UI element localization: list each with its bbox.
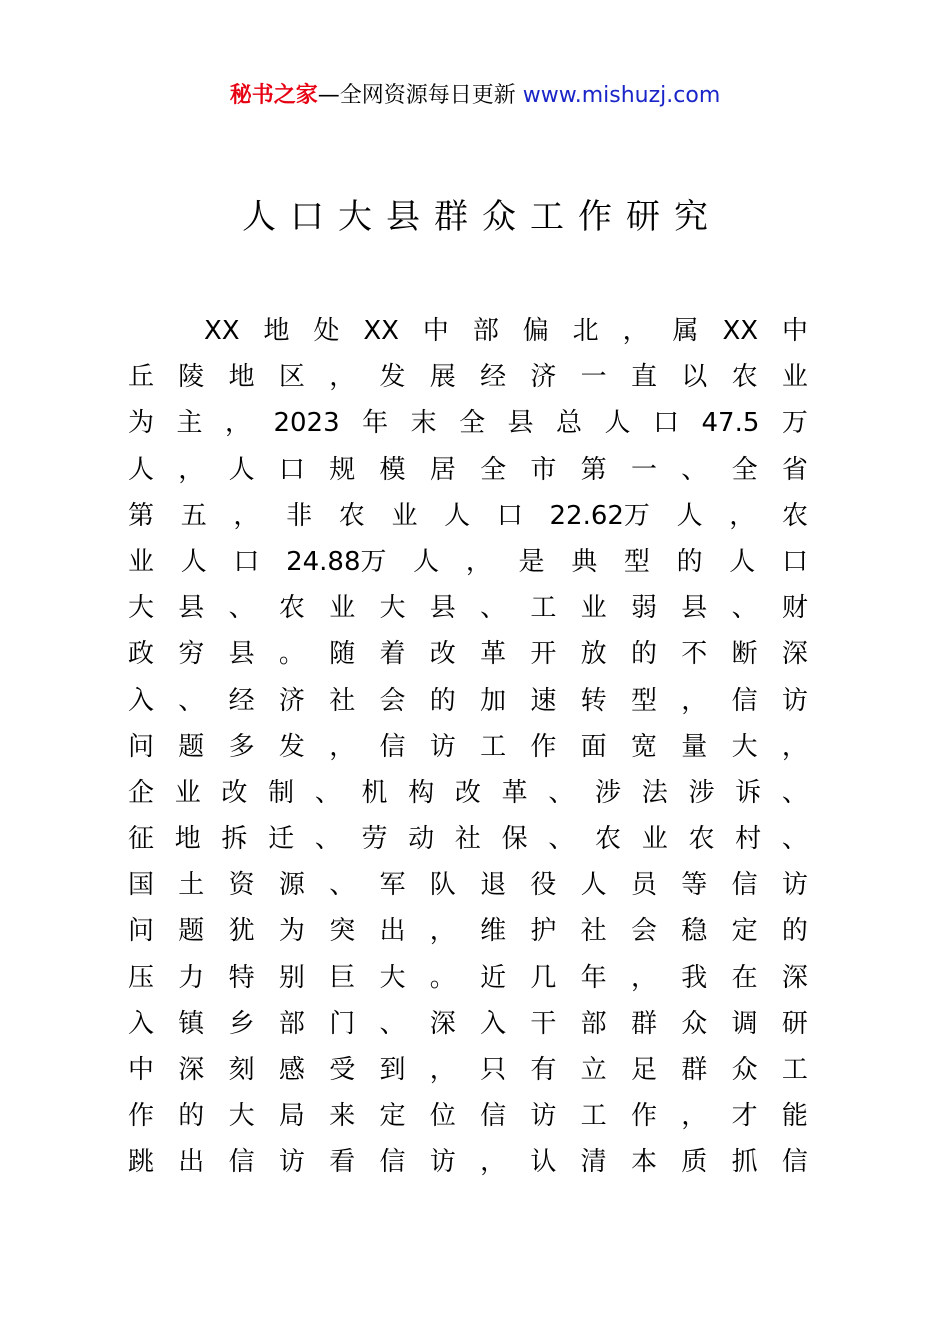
body-line: 为 主 ， 2023 年 末 全 县 总 人 口 47.5 万	[128, 408, 808, 439]
site-brand: 秘书之家	[229, 83, 318, 108]
body-line: XX 地 处 XX 中 部 偏 北 ， 属 XX 中	[204, 316, 808, 346]
body-line: 跳 出 信 访 看 信 访 ， 认 清 本 质 抓 信	[128, 1147, 808, 1178]
body-line: 征 地 拆 迁 、 劳 动 社 保 、 农 业 农 村 、	[128, 824, 808, 855]
body-line: 压 力 特 别 巨 大 。 近 几 年 ， 我 在 深	[128, 962, 808, 993]
document-title: 人口大县群众工作研究	[242, 197, 722, 237]
body-line: 中 深 刻 感 受 到 ， 只 有 立 足 群 众 工	[128, 1055, 808, 1085]
document-body	[128, 308, 808, 1186]
body-line: 丘 陵 地 区 ， 发 展 经 济 一 直 以 农 业	[128, 362, 808, 393]
body-line: 业 人 口 24.88万 人 ， 是 典 型 的 人 口	[128, 546, 808, 577]
body-line: 作 的 大 局 来 定 位 信 访 工 作 ， 才 能	[128, 1101, 808, 1132]
body-line: 企 业 改 制 、 机 构 改 革 、 涉 法 涉 诉 、	[128, 777, 808, 808]
site-url-link[interactable]: www.mishuzj.com	[522, 83, 721, 108]
body-line: 人 ， 人 口 规 模 居 全 市 第 一 、 全 省	[128, 454, 808, 485]
body-line: 政 穷 县 。 随 着 改 革 开 放 的 不 断 深	[128, 639, 808, 670]
site-tagline: —全网资源每日更新	[317, 83, 516, 108]
body-line: 第 五 ， 非 农 业 人 口 22.62万 人 ， 农	[128, 500, 808, 531]
body-line: 入 镇 乡 部 门 、 深 入 干 部 群 众 调 研	[128, 1008, 808, 1039]
body-line: 大 县 、 农 业 大 县 、 工 业 弱 县 、 财	[128, 593, 808, 624]
site-header	[0, 80, 950, 112]
body-line: 问 题 犹 为 突 出 ， 维 护 社 会 稳 定 的	[128, 916, 808, 947]
body-line: 问 题 多 发 ， 信 访 工 作 面 宽 量 大 ，	[128, 731, 808, 762]
body-line: 国 土 资 源 、 军 队 退 役 人 员 等 信 访	[128, 870, 808, 901]
body-line: 入 、 经 济 社 会 的 加 速 转 型 ， 信 访	[128, 685, 808, 716]
